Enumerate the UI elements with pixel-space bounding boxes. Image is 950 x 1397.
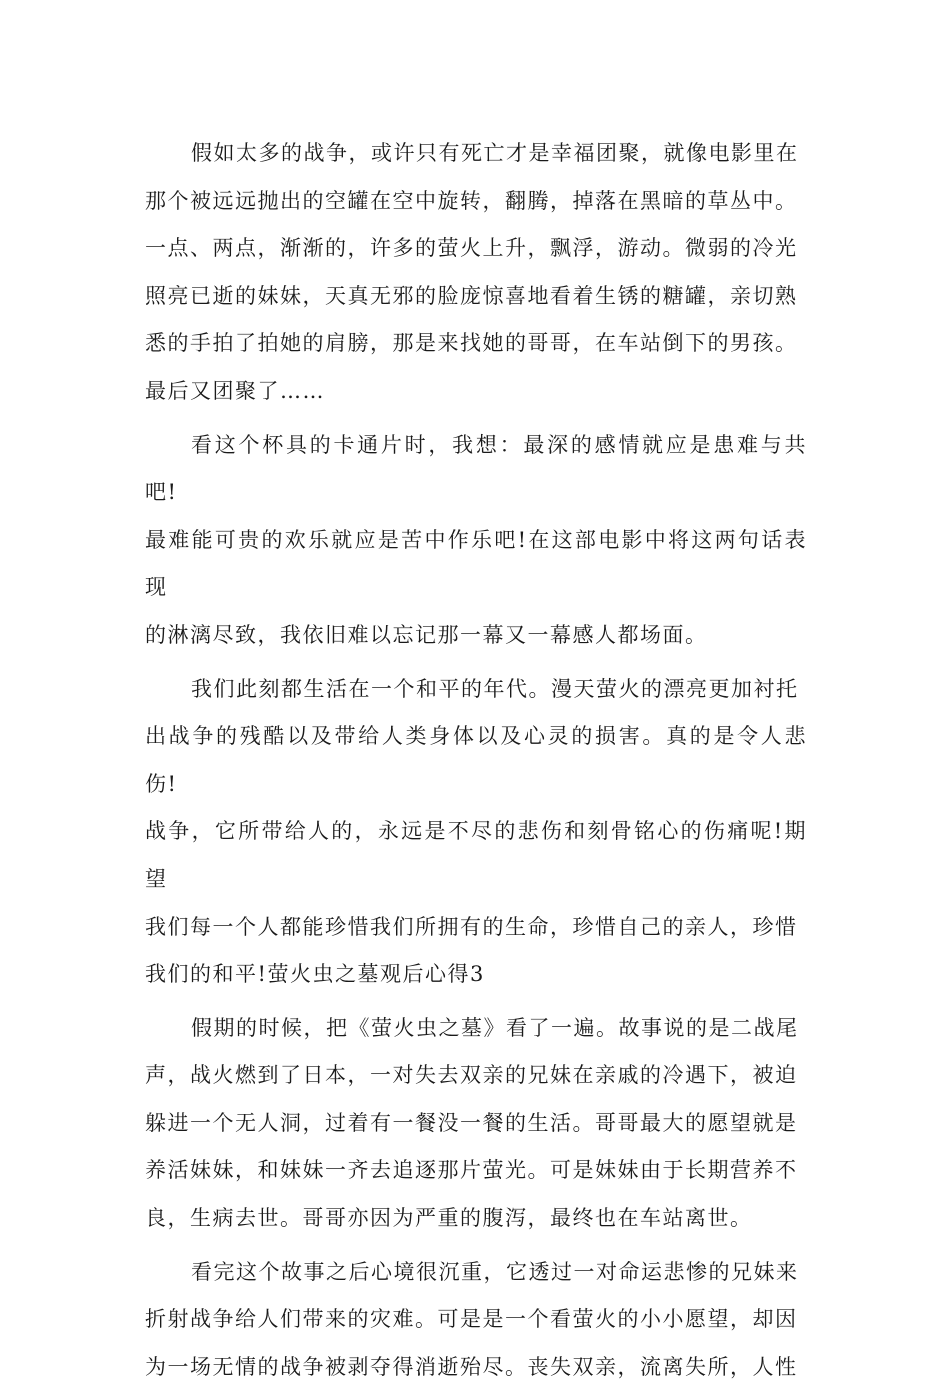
paragraph-line: 声，战火燃到了日本，一对失去双亲的兄妹在亲戚的冷遇下，被迫 — [145, 1063, 798, 1088]
paragraph-line: 最后又团聚了…… — [145, 378, 325, 403]
paragraph-line: 最难能可贵的欢乐就应是苦中作乐吧!在这部电影中将这两句话表现 — [145, 527, 807, 600]
paragraph-line: 的淋漓尽致，我依旧难以忘记那一幕又一幕感人都场面。 — [145, 622, 708, 647]
paragraph-4 — [145, 1005, 807, 1243]
paragraph-line: 一点、两点，渐渐的，许多的萤火上升，飘浮，游动。微弱的冷光 — [145, 236, 798, 261]
paragraph-line: 战争，它所带给人的，永远是不尽的悲伤和刻骨铭心的伤痛呢!期望 — [145, 819, 807, 891]
paragraph-line: 我们的和平!萤火虫之墓观后心得3 — [145, 962, 485, 987]
paragraph-line: 我们此刻都生活在一个和平的年代。漫天萤火的漂亮更加衬托 — [191, 676, 799, 701]
paragraph-line: 躲进一个无人洞，过着有一餐没一餐的生活。哥哥最大的愿望就是 — [145, 1110, 798, 1135]
paragraph-line: 看完这个故事之后心境很沉重，它透过一对命运悲惨的兄妹来 — [191, 1259, 799, 1284]
paragraph-line: 出战争的残酷以及带给人类身体以及心灵的损害。真的是令人悲伤! — [145, 724, 807, 796]
paragraph-line: 折射战争给人们带来的灾难。可是是一个看萤火的小小愿望，却因 — [145, 1307, 798, 1332]
paragraph-line: 我们每一个人都能珍惜我们所拥有的生命，珍惜自己的亲人，珍惜 — [145, 914, 798, 939]
paragraph-1 — [145, 130, 807, 416]
paragraph-2 — [145, 422, 807, 660]
document-body — [145, 130, 807, 1397]
paragraph-line: 养活妹妹，和妹妹一齐去追逐那片萤光。可是妹妹由于长期营养不 — [145, 1158, 798, 1183]
paragraph-line: 悉的手拍了拍她的肩膀，那是来找她的哥哥，在车站倒下的男孩。 — [145, 331, 798, 356]
paragraph-line: 假期的时候，把《萤火虫之墓》看了一遍。故事说的是二战尾 — [191, 1015, 799, 1040]
paragraph-line: 假如太多的战争，或许只有死亡才是幸福团聚，就像电影里在 — [191, 141, 799, 165]
paragraph-line: 看这个杯具的卡通片时，我想：最深的感情就应是患难与共吧! — [145, 432, 807, 505]
paragraph-line: 良，生病去世。哥哥亦因为严重的腹泻，最终也在车站离世。 — [145, 1206, 753, 1231]
paragraph-line: 为一场无情的战争被剥夺得消逝殆尽。丧失双亲，流离失所，人性 — [145, 1354, 798, 1379]
paragraph-line: 照亮已逝的妹妹，天真无邪的脸庞惊喜地看着生锈的糖罐，亲切熟 — [145, 283, 798, 308]
paragraph-3 — [145, 666, 807, 999]
paragraph-5 — [145, 1249, 807, 1392]
paragraph-line: 那个被远远抛出的空罐在空中旋转，翻腾，掉落在黑暗的草丛中。 — [145, 188, 798, 213]
